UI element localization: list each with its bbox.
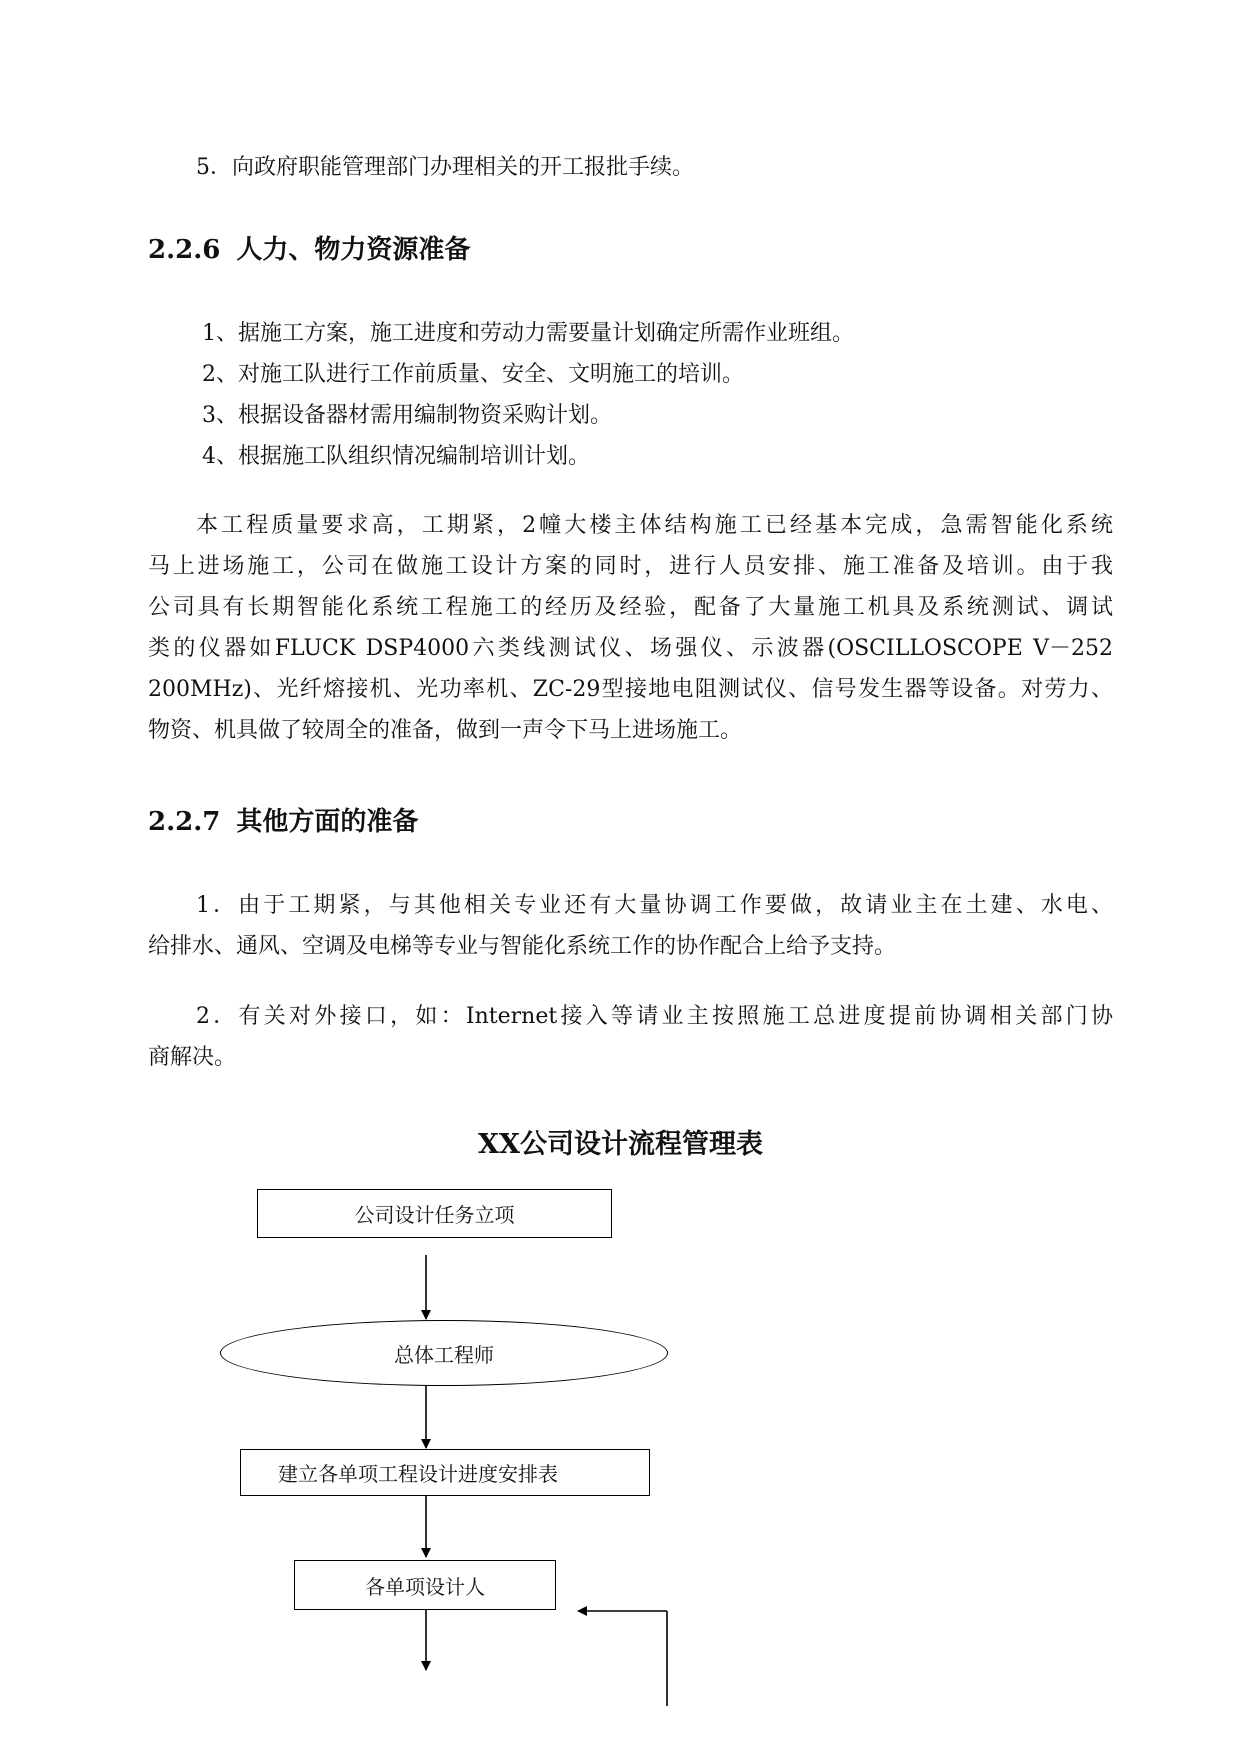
list-item: 2、对施工队进行工作前质量、安全、文明施工的培训。 [202,362,744,387]
paragraph-line: 马上进场施工，公司在做施工设计方案的同时，进行人员安排、施工准备及培训。由于我 [148,554,1113,579]
list-item: 4、根据施工队组织情况编制培训计划。 [202,444,590,469]
flow-node-schedule-table: 建立各单项工程设计进度安排表 [240,1449,650,1496]
list-item: 3、根据设备器材需用编制物资采购计划。 [202,403,612,428]
paragraph-line: 200MHz)、光纤熔接机、光功率机、ZC-29型接地电阻测试仪、信号发生器等设备。对劳力、 [148,677,1113,702]
paragraph-line: 公司具有长期智能化系统工程施工的经历及经验，配备了大量施工机具及系统测试、调试 [148,595,1113,620]
section-226-number: 2.2.6 [148,235,221,265]
flow-node-designers: 各单项设计人 [294,1560,556,1610]
flowchart-title: XX公司设计流程管理表 [478,1129,763,1160]
section-227-title: 其他方面的准备 [236,807,419,837]
paragraph-line: 给排水、通风、空调及电梯等专业与智能化系统工作的协作配合上给予支持。 [148,934,897,959]
paragraph-line: 类的仪器如FLUCK DSP4000六类线测试仪、场强仪、示波器(OSCILLOSCOPE V－252 [148,636,1113,661]
paragraph-line: 商解决。 [148,1045,237,1070]
paragraph-line: 物资、机具做了较周全的准备，做到一声令下马上进场施工。 [148,718,743,743]
section-227-number: 2.2.7 [148,807,221,837]
section-226-heading [148,234,470,266]
paragraph-line: 2．有关对外接口，如：Internet接入等请业主按照施工总进度提前协调相关部门协 [196,1004,1113,1029]
flow-node-project-setup: 公司设计任务立项 [257,1189,612,1238]
intro-item: 5．向政府职能管理部门办理相关的开工报批手续。 [196,155,694,180]
flow-node-chief-engineer: 总体工程师 [220,1320,668,1386]
paragraph-line: 本工程质量要求高，工期紧，2幢大楼主体结构施工已经基本完成，急需智能化系统 [196,513,1113,538]
list-item: 1、据施工方案，施工进度和劳动力需要量计划确定所需作业班组。 [202,321,854,346]
section-227-heading [148,806,418,838]
section-226-title: 人力、物力资源准备 [236,235,471,265]
paragraph-line: 1．由于工期紧，与其他相关专业还有大量协调工作要做，故请业主在土建、水电、 [196,893,1113,918]
